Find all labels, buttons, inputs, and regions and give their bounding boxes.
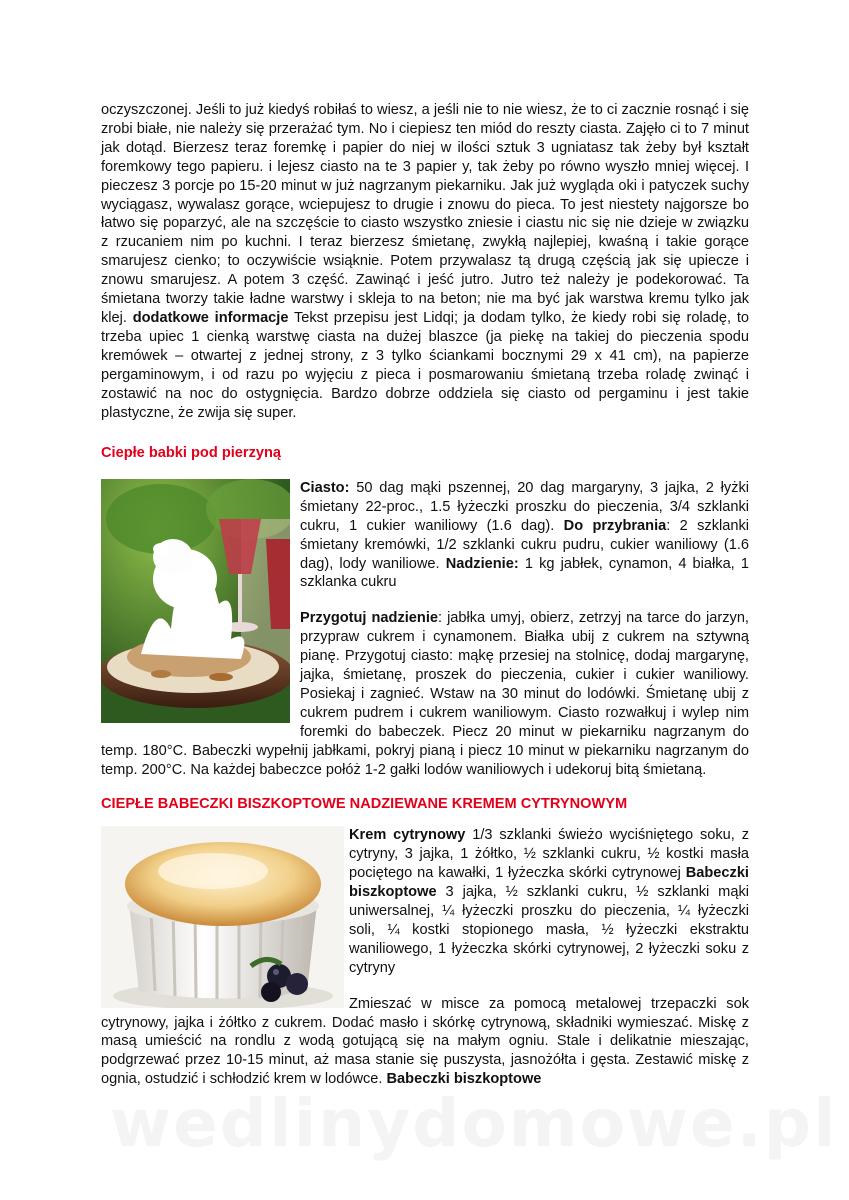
babki-photo: [101, 479, 290, 723]
babeczki-photo-illustration: [101, 826, 344, 1008]
krem-label: Krem cytrynowy: [349, 827, 466, 844]
przygotuj-label: Przygotuj nadzienie: [300, 610, 438, 627]
przybrania-label: Do przybrania: [563, 517, 667, 534]
babki-photo-illustration: [101, 479, 290, 723]
babki-section: [101, 479, 749, 780]
krem-text: 1/3 szklanki świeżo wyciśniętego soku, z cytryny, 3 jajka, 1 żółtko, ½ szklanki cukru, ½ kostki masła pociętego na kawałki, 1 łyżeczka skórki cytrynowej: [349, 827, 749, 882]
przygotuj-text: : jabłka umyj, obierz, zetrzyj na tarce do jarzyn, przypraw cukrem i cynamonem. Białka ubij z cukrem na sztywną pianę. Przygotuj ciasto: mąkę przesiej na stolnicę, dodaj margarynę, jajka, śmietanę, proszek do pieczenia, cukier i cukier waniliowy. Posiekaj i zagnieć. Wstaw na 30 minut do lodówki. Śmietanę ubij z cukrem pudrem i cukrem waniliowym. Ciasto rozwałkuj i wylep nim foremki do babeczek. Piecz 20 minut w piekarniku nagrzanym do temp. 180°C. Babeczki wypełnij jabłkami, pokryj pianą i piecz 10 minut w piekarniku nagrzanym do temp. 200°C. Na każdej babeczce połóż 1-2 gałki lodów waniliowych i udekoruj bitą śmietaną.: [101, 610, 749, 778]
nadzienie-text: 1 kg jabłek, cynamon, 4 białka, 1 szklanka cukru: [300, 555, 749, 591]
przybrania-text: : 2 szklanki śmietany kremówki, 1/2 szklanki cukru pudru, cukier waniliowy (1.6 dag), lody waniliowe.: [300, 517, 750, 572]
babeczki-instructions: [101, 995, 749, 1090]
ciasto-text: 50 dag mąki pszennej, 20 dag margaryny, 3 jajka, 2 łyżki śmietany 22-proc., 1.5 łyżeczki proszku do pieczenia, 3/4 szklanki cukru, 1 cukier waniliowy (1.6 dag).: [300, 479, 749, 534]
extra-info-text: Tekst przepisu jest Lidqi; ja dodam tylko, że kiedy robi się roladę, to trzeba upiec 1 cienką warstwę ciasta na dużej blaszce (ja piekę na takiej do pieczenia spodu kremówek – otwartej z jednej strony, z 3 tylko ściankami bocznymi 29 x 41 cm), na papierze pergaminowym, i od razu po wyjęciu z pieca i posmarowaniu śmietaną trzeba roladę zwinąć i zostawić na noc do ostygnięcia. Bardzo dobrze oddziela się ciasto od pergaminu i jest takie plastyczne, że zwija się super.: [101, 309, 749, 421]
intro-section: [101, 101, 749, 429]
extra-info-label: dodatkowe informacje: [132, 309, 289, 326]
nadzienie-label: Nadzienie:: [445, 555, 519, 572]
babeczki-heading: CIEPŁE BABECZKI BISZKOPTOWE NADZIEWANE KREMEM CYTRYNOWYM: [101, 795, 628, 812]
document-page: [101, 101, 749, 1089]
babeczki-photo: [101, 826, 344, 1008]
ciasto-label: Ciasto:: [300, 479, 350, 496]
biszkopt-label-2: Babeczki biszkoptowe: [386, 1071, 542, 1088]
watermark: wedlinydomowe.pl: [110, 1085, 838, 1162]
babki-heading: Ciepłe babki pod pierzyną: [101, 445, 282, 461]
zmieszac-text: Zmieszać w misce za pomocą metalowej trzepaczki sok cytrynowy, jajka i żółtko z cukrem. Dodać masło i skórkę cytrynową, składniki wymieszać. Miskę z masą umieścić na rondlu z wodą gotującą się na małym ogniu. Stale i delikatnie mieszając, podgrzewać przez 10-15 minut, aż masa stanie się puszysta, jasnożółta i gęsta. Zestawić miskę z ognia, ostudzić i schłodzić krem w lodówce.: [101, 995, 749, 1088]
intro-paragraph: [101, 101, 749, 422]
intro-text: oczyszczonej. Jeśli to już kiedyś robiłaś to wiesz, a jeśli nie to nie wiesz, że to ci zacznie rosnąć i się zrobi białe, nie należy się przerażać tym. No i ciepiesz ten miód do reszty ciasta. Zajęło ci to 7 minut jak dotąd. Bierzesz teraz foremkę i papier do niej w ilości sztuk 3 ugniatasz tak żeby był kształt foremkowy tego papieru. i lejesz ciasto na te 3 papier y, tak żeby po równo wyszło mniej więcej. I pieczesz 3 porcje po 15-20 minut w już nagrzanym piekarniku. Jak już wygląda oki i patyczek suchy wyciągasz, wywalasz gorące, wciepujesz to drugie i znowu do pieca. To jest niestety najgorsze bo łatwo się poparzyć, ale na szczęście to ciasto wszystko zniesie i ciastu nic się nie dzieje w związku z rzucaniem nim po kuchni. I teraz bierzesz śmietanę, zwykłą najlepiej, kwaśną i takie gorące smarujesz cienko; to oczywiście wsiąknie. Potem przywalasz tą drugą częścią jak się upiecze i znowu smarujesz. A potem 3 część. Zawinąć i jeść jutro. Jutro też należy je podekorować. Ta śmietana tworzy takie ładne warstwy i skleja to na beton; nie ma być jak warstwa kremu tylko jak klej.: [101, 102, 749, 326]
babeczki-section: [101, 826, 749, 1089]
biszkopt-text: 3 jajka, ½ szklanki cukru, ½ szklanki mąki uniwersalnej, ¼ łyżeczki proszku do pieczenia, ¼ łyżeczki soli, ¼ kostki stopionego masła, ½ łyżeczki ekstraktu waniliowego, 1 łyżeczka skórki cytrynowej, 2 łyżeczki soku z cytryny: [349, 884, 749, 976]
biszkopt-label: Babeczki biszkoptowe: [349, 865, 749, 901]
